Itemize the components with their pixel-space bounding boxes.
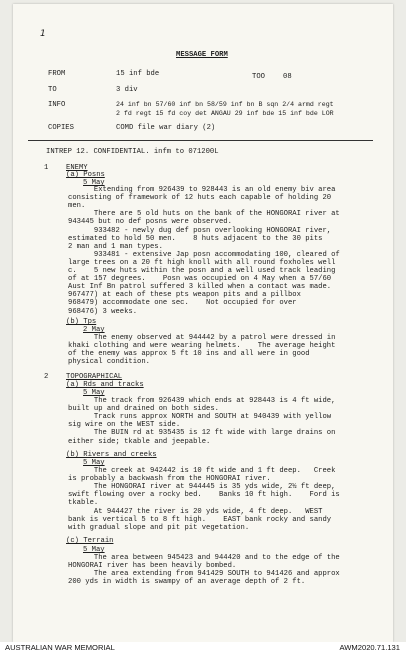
- section-2-sub-1-line: tkable.: [68, 499, 99, 508]
- section-2-sub-0-line: built up and drained on both sides.: [68, 405, 219, 414]
- section-1-sub-1-date: 2 May: [83, 326, 105, 334]
- section-1-sub-0-line: 933482 - newly dug def posn overlooking HONGORAI river,: [68, 226, 332, 235]
- section-2-sub-1-line: swift flowing over a rocky bed. Banks 10 ft high. Ford is: [68, 491, 340, 500]
- section-1-sub-0-line: large trees on a 20 ft high knoll with all round foxholes well: [68, 258, 336, 267]
- copies-label: COPIES: [48, 124, 74, 132]
- footer-source: AUSTRALIAN WAR MEMORIAL: [5, 643, 115, 652]
- too-label: TOO: [252, 73, 265, 81]
- section-2-sub-0-line: sig wire on the WEST side.: [68, 421, 181, 430]
- section-1-sub-0-line: Extending from 926439 to 928443 is an old enemy biv area: [68, 186, 336, 194]
- section-1-sub-0-line: Aust Inf Bn patrol suffered 3 killed when a contact was made.: [68, 283, 332, 292]
- from-label: FROM: [48, 70, 66, 78]
- too-value: 08: [283, 73, 292, 81]
- section-1-sub-0-line: 943445 but no def posns were observed.: [68, 218, 232, 227]
- section-2-sub-1-line: is probably a backwash from the HONGORAI river.: [68, 475, 271, 484]
- section-2-sub-1-line: The creek at 942442 is 10 ft wide and 1 ft deep. Creek: [68, 467, 336, 475]
- section-2-sub-0-label: (a) Rds and tracks: [66, 381, 144, 389]
- form-title: MESSAGE FORM: [176, 51, 228, 59]
- footer-accession-number: AWM2020.71.131: [339, 643, 400, 652]
- section-1-sub-0-line: men.: [68, 202, 86, 211]
- section-1-sub-0-line: consisting of framework of 12 huts each capable of holding 20: [68, 194, 332, 203]
- to-label: TO: [48, 86, 57, 94]
- section-1-sub-0-line: c. 5 new huts within the posn and a well used track leading: [68, 267, 336, 275]
- copies-value: COMD file war diary (2): [116, 124, 216, 132]
- section-2-sub-0-line: Track runs approx NORTH and SOUTH at 940439 with yellow: [68, 413, 332, 422]
- section-1-sub-0-line: 968476) 3 weeks.: [68, 307, 138, 316]
- archive-footer: [0, 642, 406, 653]
- section-number-2: 2: [44, 373, 49, 381]
- info-label: INFO: [48, 101, 66, 109]
- section-2-sub-0-line: The BUIN rd at 935435 is 12 ft wide with large drains on: [68, 429, 336, 438]
- section-2-sub-2-line: The area between 945423 and 944420 and to the edge of the: [68, 554, 340, 562]
- section-1-sub-0-date: 5 May: [83, 179, 105, 187]
- section-1-sub-0-label: (a) Posns: [66, 171, 105, 179]
- section-1-sub-1-label: (b) Tps: [66, 318, 97, 326]
- section-2-sub-0-date: 5 May: [83, 389, 105, 397]
- section-2-sub-1-line: bank is vertical 5 to 8 ft high. EAST bank rocky and sandy: [68, 515, 332, 524]
- to-value: 3 div: [116, 86, 138, 94]
- section-1-sub-0-line: 2 man and 1 man types.: [68, 242, 163, 251]
- section-2-sub-2-line: HONGORAI river has been heavily bombed.: [68, 562, 237, 571]
- section-1-sub-0-line: of at 157 degrees. Posn was occupied on 4 May when a 57/60: [68, 275, 332, 284]
- section-2-sub-2-date: 5 May: [83, 546, 105, 554]
- intrep-heading: INTREP 12. CONFIDENTIAL. infm to 071200L: [46, 148, 219, 156]
- section-2-sub-1-label: (b) Rivers and creeks: [66, 451, 157, 459]
- section-1-sub-0-line: 967477) at each of these pts weapon pits and a pillbox: [68, 291, 301, 300]
- section-2-sub-1-line: At 944427 the river is 20 yds wide, 4 ft deep. WEST: [68, 507, 323, 516]
- section-1-sub-0-line: 968479) accommodate one sec. Not occupied for over: [68, 299, 297, 308]
- section-2-sub-2-line: 200 yds in width is swampy of an average depth of 2 ft.: [68, 578, 306, 587]
- section-title-enemy: ENEMY: [66, 164, 88, 172]
- section-1-sub-1-line: physical condition.: [68, 358, 150, 367]
- message-form-page: [13, 4, 393, 642]
- section-2-sub-0-line: The track from 926439 which ends at 928443 is 4 ft wide,: [68, 397, 336, 405]
- section-2-sub-1-line: with gradual slope and pit pit vegetation.: [68, 523, 250, 532]
- info-addressees-line-2: 2 fd regt 15 fd coy det ANGAU 29 inf bde 15 inf bde LOR: [116, 110, 334, 117]
- info-addressees-line-1: 24 inf bn 57/60 inf bn 58/59 inf bn B sqn 2/4 armd regt: [116, 101, 334, 108]
- section-number-1: 1: [44, 164, 49, 172]
- section-2-sub-2-label: (c) Terrain: [66, 537, 114, 545]
- section-1-sub-0-line: estimated to hold 50 men. 8 huts adjacent to the 30 pits: [68, 234, 323, 243]
- handwritten-page-number: 1: [40, 29, 46, 39]
- section-2-sub-1-date: 5 May: [83, 459, 105, 467]
- section-2-sub-0-line: either side; tkable and jeepable.: [68, 437, 211, 446]
- section-1-sub-1-line: of the enemy was approx 5 ft 10 ins and all were in good: [68, 350, 310, 359]
- section-1-sub-1-line: khaki clothing and were wearing helmets. The average height: [68, 342, 336, 351]
- section-2-sub-1-line: The HONGORAI river at 944445 is 35 yds wide, 2½ ft deep,: [68, 483, 336, 492]
- section-1-sub-0-line: There are 5 old huts on the bank of the HONGORAI river at: [68, 210, 340, 219]
- section-1-sub-0-line: 933481 - extensive Jap posn accommodating 100, cleared of: [68, 250, 340, 259]
- section-2-sub-2-line: The area extending from 941429 SOUTH to 941426 and approx: [68, 570, 340, 579]
- section-1-sub-1-line: The enemy observed at 944442 by a patrol were dressed in: [68, 334, 336, 342]
- from-value: 15 inf bde: [116, 70, 160, 78]
- header-divider: [28, 140, 373, 141]
- section-title-topographical: TOPOGRAPHICAL: [66, 373, 123, 381]
